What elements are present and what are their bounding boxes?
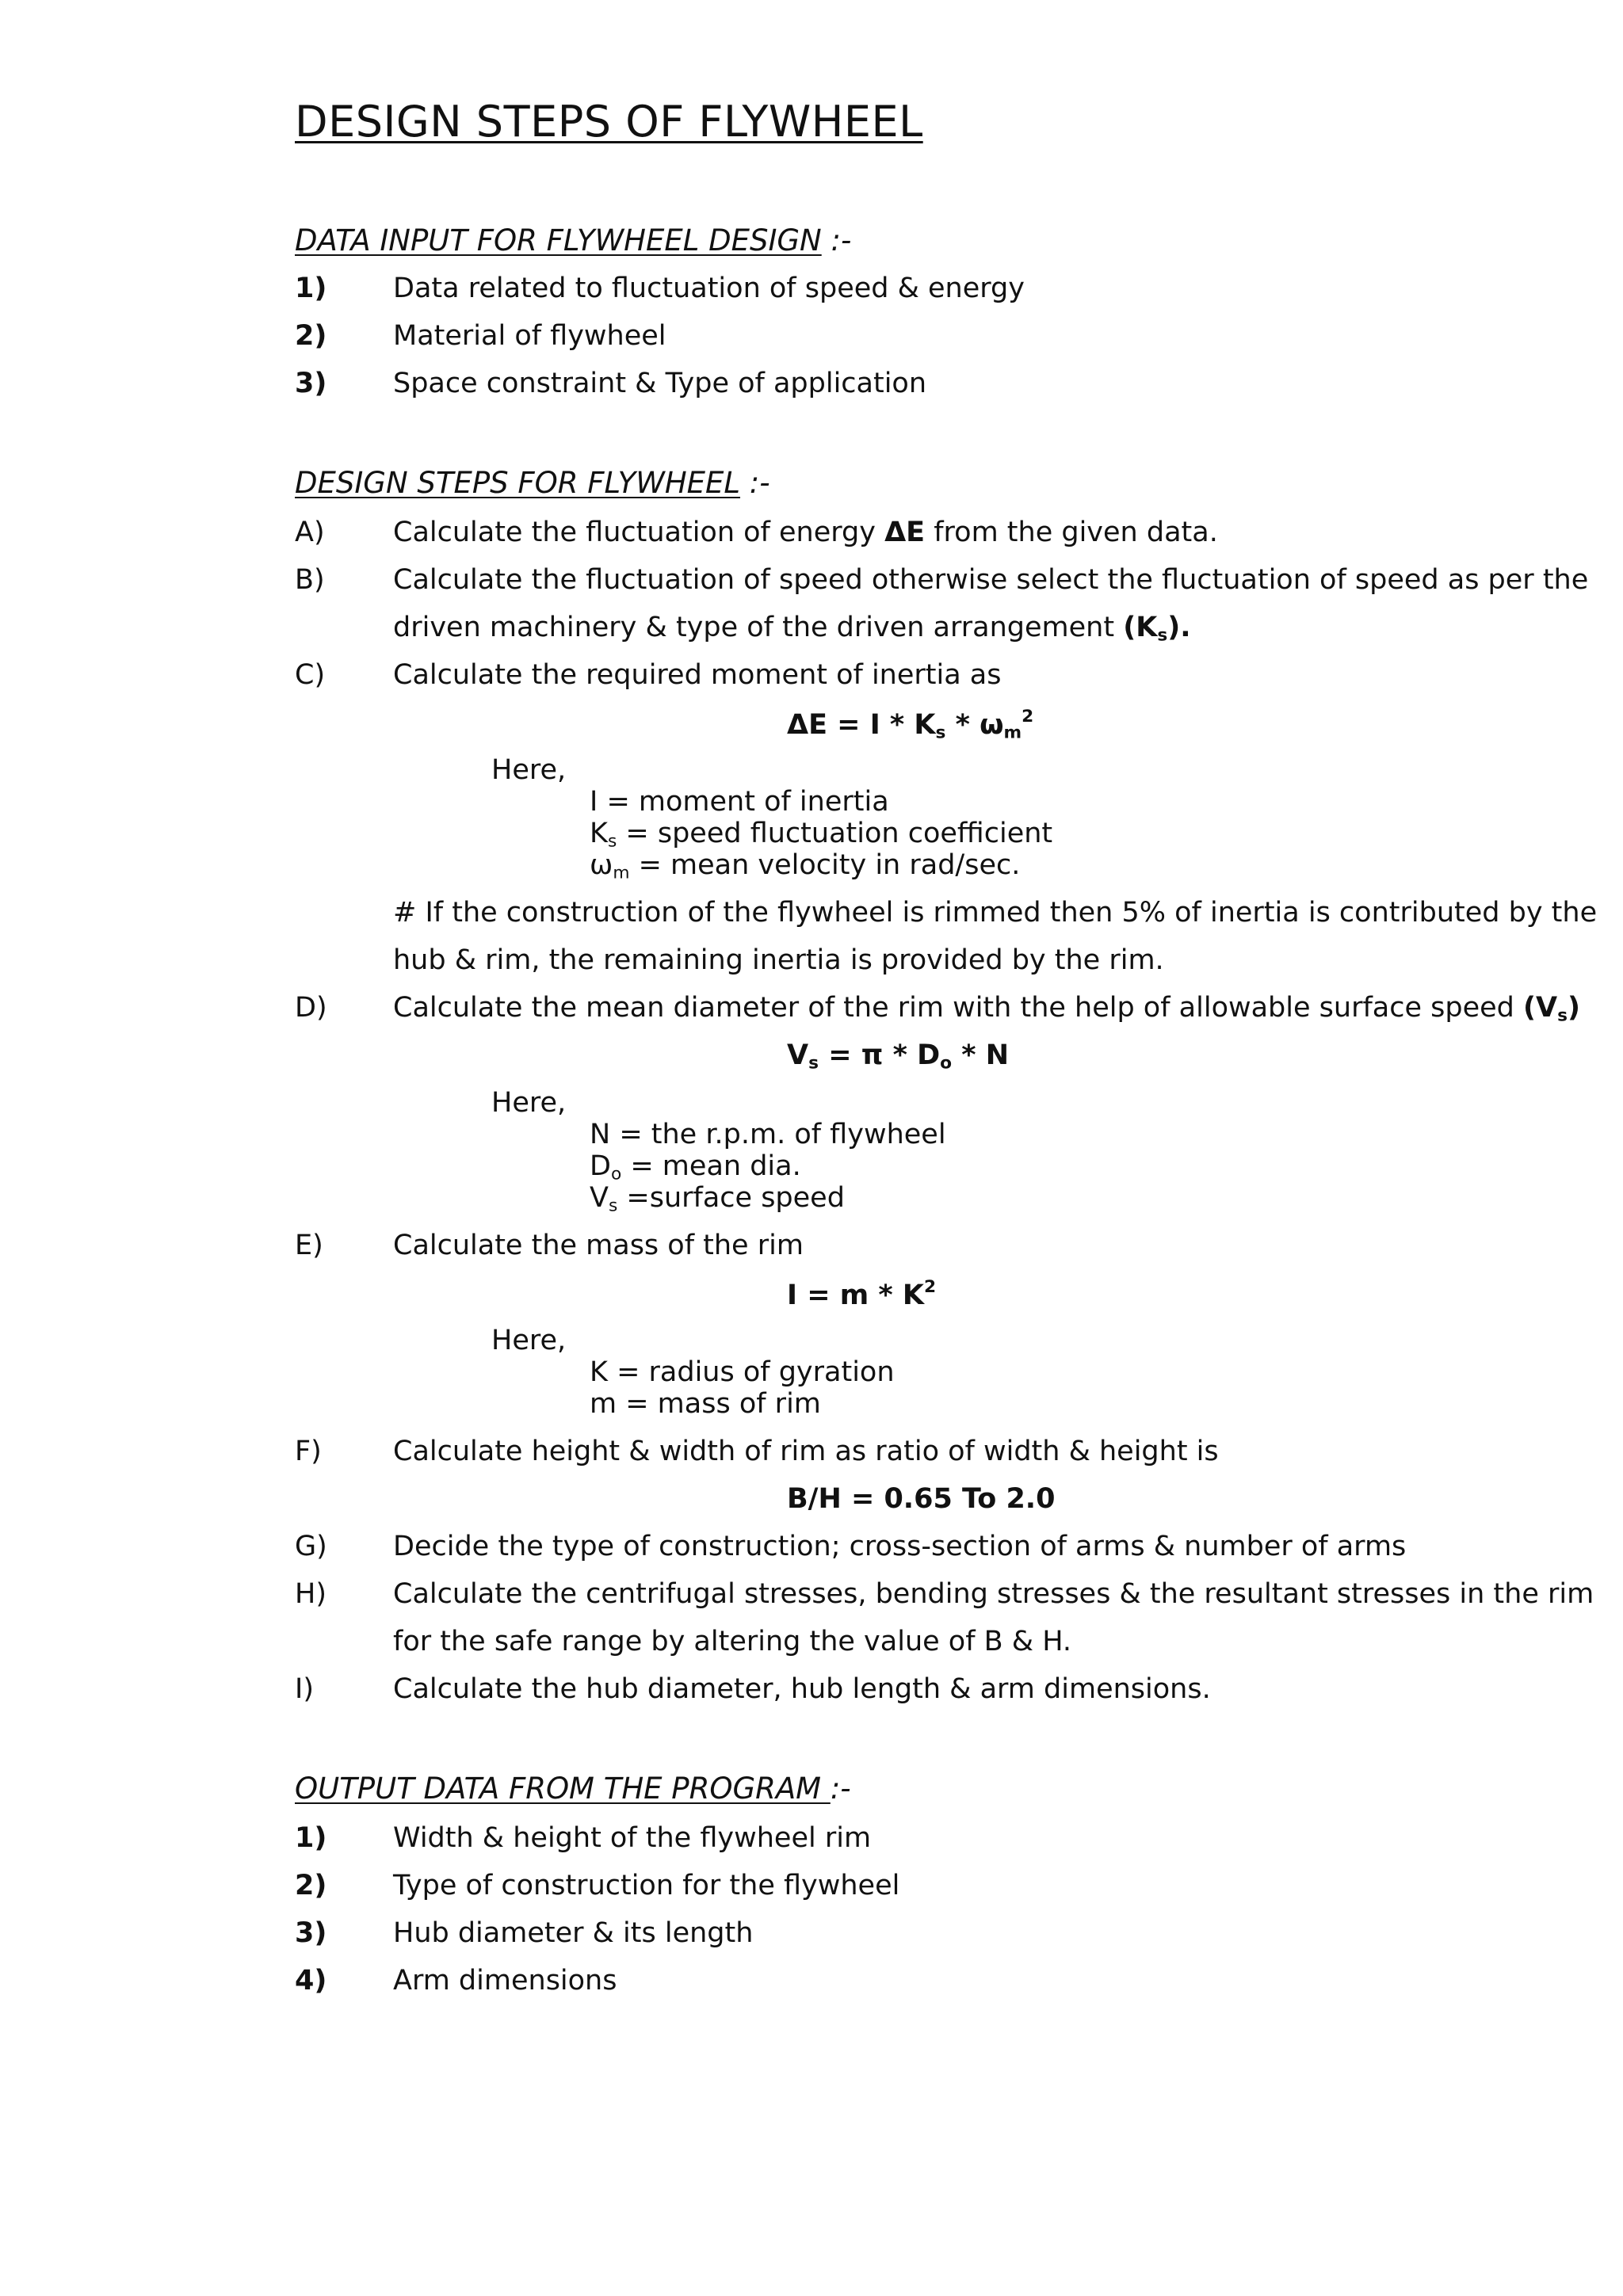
- step-b-line1: Calculate the fluctuation of speed otherwise select the fluctuation of speed as per the: [393, 564, 1589, 596]
- definition-item: I = moment of inertia: [590, 786, 889, 818]
- formula-ratio: B/H = 0.65 To 2.0: [787, 1483, 1056, 1515]
- step-marker-h: H): [295, 1578, 327, 1610]
- step-marker-g: G): [295, 1531, 327, 1562]
- page-title: DESIGN STEPS OF FLYWHEEL: [295, 97, 923, 147]
- formula-energy: $\Delta E = I * K_s * \omega_m^2$: [787, 707, 1034, 743]
- here-label: Here,: [491, 754, 567, 786]
- section-heading-design-steps: [295, 466, 770, 500]
- section-heading-text: OUTPUT DATA FROM THE PROGRAM: [295, 1772, 831, 1806]
- definition-item: $K_s$ = speed fluctuation coefficient: [590, 818, 1053, 852]
- step-g-text: Decide the type of construction; cross-section of arms & number of arms: [393, 1531, 1407, 1562]
- list-item: Space constraint & Type of application: [393, 368, 927, 399]
- definition-item: K = radius of gyration: [590, 1356, 895, 1388]
- list-marker: 1): [295, 273, 327, 304]
- list-marker: 2): [295, 320, 327, 352]
- section-heading-text: DESIGN STEPS FOR FLYWHEEL: [295, 466, 741, 500]
- step-marker-d: D): [295, 992, 327, 1024]
- definition-item: $\omega_m$ = mean velocity in rad/sec.: [590, 849, 1021, 883]
- step-marker-a: A): [295, 517, 325, 548]
- formula-inertia-mass: $I = m * K^2$: [787, 1277, 937, 1312]
- section-heading-suffix: :-: [830, 1772, 851, 1806]
- list-marker: 2): [295, 1870, 327, 1901]
- list-item: Data related to fluctuation of speed & energy: [393, 273, 1025, 304]
- step-i-text: Calculate the hub diameter, hub length & arm dimensions.: [393, 1673, 1211, 1705]
- definition-item: m = mass of rim: [590, 1388, 821, 1420]
- step-c-note-line2: hub & rim, the remaining inertia is provided by the rim.: [393, 944, 1164, 976]
- step-marker-e: E): [295, 1230, 323, 1261]
- list-item: Arm dimensions: [393, 1965, 617, 1997]
- section-heading-output-data: [295, 1772, 851, 1806]
- formula-surface-speed: $V_s = \pi * D_o * N$: [787, 1039, 1009, 1074]
- step-h-line2: for the safe range by altering the value of B & H.: [393, 1626, 1072, 1657]
- step-marker-i: I): [295, 1673, 314, 1705]
- step-marker-b: B): [295, 564, 325, 596]
- step-b-line2: driven machinery & type of the driven arrangement $(K_s)$.: [393, 612, 1191, 646]
- step-marker-f: F): [295, 1436, 322, 1467]
- here-label: Here,: [491, 1087, 567, 1119]
- section-heading-text: DATA INPUT FOR FLYWHEEL DESIGN: [295, 223, 822, 257]
- list-item: Hub diameter & its length: [393, 1917, 754, 1949]
- list-item: Width & height of the flywheel rim: [393, 1822, 872, 1854]
- list-marker: 1): [295, 1822, 327, 1854]
- list-marker: 3): [295, 368, 327, 399]
- step-marker-c: C): [295, 659, 326, 691]
- list-item: Material of flywheel: [393, 320, 666, 352]
- definition-item: $D_o$ = mean dia.: [590, 1150, 801, 1184]
- step-c-text: Calculate the required moment of inertia as: [393, 659, 1002, 691]
- section-heading-data-input: [295, 223, 851, 257]
- step-d-text: Calculate the mean diameter of the rim with the help of allowable surface speed $(V_s)$: [393, 992, 1581, 1026]
- step-c-note-line1: # If the construction of the flywheel is rimmed then 5% of inertia is contributed by the: [393, 897, 1598, 929]
- section-heading-suffix: :-: [821, 223, 852, 257]
- section-heading-suffix: :-: [740, 466, 770, 500]
- step-f-text: Calculate height & width of rim as ratio of width & height is: [393, 1436, 1219, 1467]
- step-e-text: Calculate the mass of the rim: [393, 1230, 804, 1261]
- definition-item: N = the r.p.m. of flywheel: [590, 1119, 946, 1150]
- here-label: Here,: [491, 1325, 567, 1356]
- step-h-line1: Calculate the centrifugal stresses, bending stresses & the resultant stresses in the rim: [393, 1578, 1594, 1610]
- list-item: Type of construction for the flywheel: [393, 1870, 900, 1901]
- list-marker: 3): [295, 1917, 327, 1949]
- definition-item: $V_s$ =surface speed: [590, 1182, 845, 1216]
- step-a-text: Calculate the fluctuation of energy ΔE from the given data.: [393, 517, 1218, 548]
- list-marker: 4): [295, 1965, 327, 1997]
